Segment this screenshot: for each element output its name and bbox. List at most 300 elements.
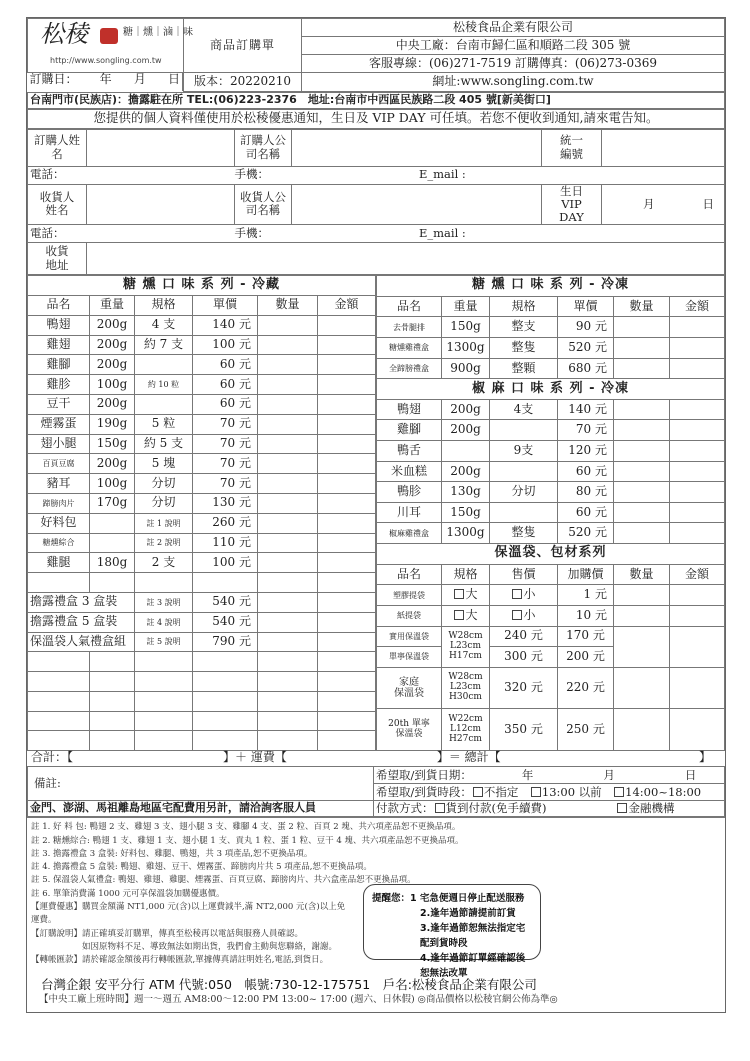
- amount-input[interactable]: [258, 672, 318, 692]
- product-spec: 整隻: [490, 337, 558, 358]
- amount-input[interactable]: [318, 355, 376, 375]
- amount-input[interactable]: [670, 337, 725, 358]
- quantity-input[interactable]: [258, 315, 318, 335]
- amount-input[interactable]: [258, 711, 318, 731]
- unit-price: 90 元: [558, 317, 614, 338]
- amount-input[interactable]: [318, 394, 376, 414]
- product-row: [28, 335, 376, 355]
- amount-input[interactable]: [318, 315, 376, 335]
- product-row: [377, 317, 725, 338]
- amount-input[interactable]: [318, 691, 376, 711]
- product-row: [28, 513, 376, 533]
- amount-input[interactable]: [670, 605, 725, 626]
- column-header: 規格: [490, 296, 558, 317]
- time-14-18-checkbox[interactable]: 14:00~18:00: [613, 785, 701, 799]
- header-table: [27, 18, 725, 92]
- product-name: 鴨翅: [377, 399, 442, 420]
- quantity-input[interactable]: [258, 533, 318, 553]
- page-title: 商品訂購單: [184, 19, 302, 73]
- quantity-input[interactable]: [614, 337, 670, 358]
- blank-cell: [135, 652, 193, 672]
- product-name: 鴨舌: [377, 441, 442, 462]
- amount-input[interactable]: [318, 632, 376, 652]
- bank-account-info: 台灣企銀 安平分行 ATM 代號:050 帳號:730-12-175751 戶名:松稜食品企業有限公司: [41, 976, 537, 992]
- amount-input[interactable]: [258, 731, 318, 751]
- email-label: E_mail :: [419, 226, 466, 241]
- product-row: [377, 337, 725, 358]
- bag-spec: W28cm L23cm H30cm: [442, 667, 490, 709]
- remarks-table: [27, 766, 725, 817]
- product-spec: 分切: [135, 474, 193, 494]
- amount-input[interactable]: [670, 317, 725, 338]
- quantity-input[interactable]: [258, 592, 318, 612]
- unit-price: 70 元: [193, 434, 258, 454]
- amount-input[interactable]: [318, 592, 376, 612]
- size-small-checkbox[interactable]: 小: [490, 585, 558, 606]
- blank-cell: [193, 573, 258, 593]
- product-weight: 200g: [442, 461, 490, 482]
- amount-input[interactable]: [318, 612, 376, 632]
- amount-input[interactable]: [318, 454, 376, 474]
- column-header: 金額: [670, 296, 725, 317]
- amount-input[interactable]: [258, 691, 318, 711]
- amount-input[interactable]: [670, 482, 725, 503]
- product-spec: 2 支: [135, 553, 193, 573]
- quantity-input[interactable]: [258, 612, 318, 632]
- amount-input[interactable]: [318, 573, 376, 593]
- add-on-price: 10 元: [558, 605, 614, 626]
- blank-cell: [193, 711, 258, 731]
- product-name: 蹄膀肉片: [28, 493, 90, 513]
- note-line: 如因原物料不足、導致無法如期出貨，我們會主動與您聯絡，謝謝。: [31, 941, 338, 952]
- orderer-contact-row[interactable]: [28, 166, 725, 184]
- order-date-field[interactable]: [28, 73, 184, 91]
- product-weight: [90, 533, 135, 553]
- quantity-input[interactable]: [258, 414, 318, 434]
- quantity-input[interactable]: [614, 626, 670, 667]
- amount-input[interactable]: [670, 667, 725, 709]
- tax-id-label: 統一編號: [542, 129, 602, 166]
- blank-cell: [193, 672, 258, 692]
- order-date-label: 訂購日：: [29, 72, 78, 86]
- product-row: [28, 394, 376, 414]
- receiver-name-input[interactable]: [87, 184, 235, 225]
- amount-input[interactable]: [670, 502, 725, 523]
- product-name: 米血糕: [377, 461, 442, 482]
- blank-row: [28, 573, 376, 593]
- product-name: 糖燻雞禮盒: [377, 337, 442, 358]
- product-name: 塑膠提袋: [377, 585, 442, 606]
- product-weight: 900g: [442, 358, 490, 379]
- column-header: 規格: [135, 295, 193, 315]
- amount-input[interactable]: [670, 709, 725, 751]
- note-line: 註 2. 糖燻綜合: 鴨翅 1 支、雞翅 1 支、翅小腿 1 支、貢丸 1 粒、蛋 1 粒、豆干 4 塊、共六項產品恕不更換品項。: [31, 835, 464, 846]
- column-header: 金額: [670, 564, 725, 585]
- product-weight: 150g: [90, 434, 135, 454]
- website-link[interactable]: 網址:www.songling.com.tw: [302, 73, 725, 92]
- mobile-label: 手機：: [234, 167, 269, 182]
- product-row: [377, 482, 725, 503]
- note-line: 註 4. 擔露禮盒 5 盒裝: 鴨翅、雞翅、豆干、煙霧蛋、蹄膀肉片共 5 項產品,恕不更換品項。: [31, 862, 372, 873]
- amount-input[interactable]: [318, 731, 376, 751]
- note-line: 註 6. 單筆消費滿 1000 元可享保溫袋加購優惠價。: [31, 888, 225, 899]
- column-header: 品名: [377, 564, 442, 585]
- product-name: 川耳: [377, 502, 442, 523]
- amount-input[interactable]: [670, 358, 725, 379]
- quantity-input[interactable]: [614, 523, 670, 544]
- product-row: [377, 461, 725, 482]
- blank-cell: [135, 691, 193, 711]
- factory-address: 中央工廠：台南市歸仁區和順路二段 305 號: [302, 37, 725, 55]
- order-form: [26, 17, 726, 1013]
- column-header: 單價: [558, 296, 614, 317]
- blank-cell: [193, 731, 258, 751]
- product-weight: 180g: [90, 553, 135, 573]
- product-name: 單寧保溫袋: [377, 647, 442, 668]
- day-label: 日: [167, 72, 180, 86]
- quantity-input[interactable]: [614, 667, 670, 709]
- product-name: 煙霧蛋: [28, 414, 90, 434]
- amount-input[interactable]: [258, 573, 318, 593]
- refrigerated-product-table: [27, 275, 376, 751]
- product-spec: 約 5 支: [135, 434, 193, 454]
- column-header: 金額: [318, 295, 376, 315]
- birthday-label: 生日 VIP DAY: [542, 184, 602, 225]
- receiver-name-label: 收貨人姓名: [28, 184, 87, 225]
- product-weight: 190g: [90, 414, 135, 434]
- pay-cod-checkbox[interactable]: 貨到付款(免手續費): [434, 801, 547, 815]
- quantity-input[interactable]: [614, 358, 670, 379]
- email-label: E_mail :: [419, 167, 466, 182]
- product-name: 翅小腿: [28, 434, 90, 454]
- receiver-company-label: 收貨人公司名稱: [235, 184, 292, 225]
- quantity-input[interactable]: [258, 335, 318, 355]
- unit-price: 70 元: [193, 414, 258, 434]
- product-name: 百頁豆腐: [28, 454, 90, 474]
- quantity-input[interactable]: [258, 375, 318, 395]
- quantity-input[interactable]: [258, 513, 318, 533]
- product-spec: 註 3 說明: [135, 592, 193, 612]
- column-header: 品名: [28, 295, 90, 315]
- time-any-checkbox[interactable]: 不指定: [472, 785, 519, 799]
- unit-price: 60 元: [193, 375, 258, 395]
- blank-row: [28, 652, 376, 672]
- quantity-input[interactable]: [258, 355, 318, 375]
- column-header: 加購價: [558, 564, 614, 585]
- amount-input[interactable]: [318, 375, 376, 395]
- quantity-input[interactable]: [614, 709, 670, 751]
- price: 240 元: [490, 626, 558, 647]
- blank-cell: [28, 672, 90, 692]
- product-row: [377, 358, 725, 379]
- amount-input[interactable]: [318, 493, 376, 513]
- product-weight: 200g: [90, 355, 135, 375]
- unit-price: 680 元: [558, 358, 614, 379]
- product-weight: 100g: [90, 474, 135, 494]
- receiver-company-input[interactable]: [292, 184, 542, 225]
- month-label: 月: [133, 72, 146, 86]
- product-weight: 150g: [442, 317, 490, 338]
- subtotal-label: 合計：【: [31, 750, 74, 765]
- quantity-input[interactable]: [258, 474, 318, 494]
- orderer-company-input[interactable]: [292, 129, 542, 166]
- office-hours: 【中央工廠上班時間】週一～週五 AM8:00～12:00 PM 13:00~ 17:00 (週六、日休假) ◎商品價格以松稜官網公佈為準◎: [39, 993, 558, 1005]
- product-name: 鴨翅: [28, 315, 90, 335]
- blank-cell: [90, 731, 135, 751]
- amount-input[interactable]: [318, 672, 376, 692]
- product-weight: 200g: [90, 454, 135, 474]
- section-title: 椒 麻 口 味 系 列 - 冷凍: [377, 379, 725, 400]
- delivery-date-field[interactable]: 希望取/到貨日期： 年 月 日: [374, 767, 725, 784]
- unit-price: 120 元: [558, 441, 614, 462]
- column-header: 重量: [442, 296, 490, 317]
- note-line: 【訂購說明】請正確填妥訂購單，傳真至松稜再以電話與服務人員確認。: [31, 928, 304, 939]
- contact-numbers: 客服專線：(06)271-7519 訂購傳真：(06)273-0369: [302, 55, 725, 73]
- unit-price: 60 元: [193, 394, 258, 414]
- product-row: [28, 493, 376, 513]
- size-large-checkbox[interactable]: 大: [442, 585, 490, 606]
- product-spec: 4支: [490, 399, 558, 420]
- add-on-price: 220 元: [558, 667, 614, 709]
- product-row: [28, 434, 376, 454]
- bag-spec: W28cm L23cm H17cm: [442, 626, 490, 667]
- amount-input[interactable]: [318, 513, 376, 533]
- product-row: [377, 502, 725, 523]
- quantity-input[interactable]: [258, 553, 318, 573]
- product-name: 20th 單寧 保溫袋: [377, 709, 442, 751]
- day-label: 日: [702, 196, 714, 211]
- product-spec: [490, 502, 558, 523]
- product-spec: 約 7 支: [135, 335, 193, 355]
- column-header: 品名: [377, 296, 442, 317]
- note-line: 註 3. 擔露禮盒 3 盒裝: 好料包、雞腿、鴨翅，共 3 項產品,恕不更換品項。: [31, 848, 313, 859]
- amount-input[interactable]: [670, 420, 725, 441]
- product-row: [377, 399, 725, 420]
- product-weight: 1300g: [442, 523, 490, 544]
- brand-seal-icon: [100, 28, 118, 44]
- time-before-13-checkbox[interactable]: 13:00 以前: [530, 785, 602, 799]
- blank-row: [28, 691, 376, 711]
- product-name: 擔露禮盒 5 盒裝: [28, 612, 135, 632]
- product-row: [28, 355, 376, 375]
- amount-input[interactable]: [258, 652, 318, 672]
- product-spec: 約 10 粒: [135, 375, 193, 395]
- blank-cell: [193, 652, 258, 672]
- product-row: [377, 420, 725, 441]
- unit-price: 540 元: [193, 612, 258, 632]
- unit-price: 790 元: [193, 632, 258, 652]
- unit-price: 140 元: [193, 315, 258, 335]
- blank-cell: [135, 672, 193, 692]
- amount-input[interactable]: [318, 652, 376, 672]
- reminder-box: 提醒您：1 宅急便週日停止配送服務 2.逢年過節請提前訂貨 3.逢年過節恕無法指定宅配到貨時段 4.逢年過節訂單經確認後恕無法改單: [363, 884, 541, 960]
- size-large-checkbox[interactable]: 大: [442, 605, 490, 626]
- blank-cell: [193, 691, 258, 711]
- blank-row: [28, 731, 376, 751]
- mobile-label: 手機：: [234, 226, 269, 241]
- size-small-checkbox[interactable]: 小: [490, 605, 558, 626]
- product-spec: 整隻: [490, 523, 558, 544]
- month-label: 月: [643, 196, 655, 211]
- product-weight: 200g: [442, 420, 490, 441]
- unit-price: 100 元: [193, 553, 258, 573]
- product-name: 雞腳: [28, 355, 90, 375]
- product-spec: [135, 355, 193, 375]
- version: 版本：20220210: [184, 73, 302, 92]
- blank-cell: [135, 731, 193, 751]
- product-name: 豆干: [28, 394, 90, 414]
- orderer-name-input[interactable]: [87, 129, 235, 166]
- quantity-input[interactable]: [258, 394, 318, 414]
- unit-price: 60 元: [558, 461, 614, 482]
- product-row: [28, 454, 376, 474]
- product-name: 雞腳: [377, 420, 442, 441]
- blank-cell: [90, 691, 135, 711]
- product-spec: 5 塊: [135, 454, 193, 474]
- product-spec: 分切: [490, 482, 558, 503]
- gift-row: [28, 592, 376, 612]
- product-weight: 200g: [442, 399, 490, 420]
- product-name: 好料包: [28, 513, 90, 533]
- address-input[interactable]: [87, 243, 725, 275]
- product-row: [28, 533, 376, 553]
- section-title: 糖 燻 口 味 系 列 - 冷凍: [377, 276, 725, 297]
- unit-price: 140 元: [558, 399, 614, 420]
- blank-cell: [90, 652, 135, 672]
- tax-id-input[interactable]: [602, 129, 725, 166]
- receiver-contact-row[interactable]: [28, 225, 725, 243]
- blank-cell: [90, 573, 135, 593]
- unit-price: 520 元: [558, 337, 614, 358]
- total-label: 】＝ 總計【: [436, 750, 501, 765]
- amount-input[interactable]: [318, 434, 376, 454]
- phone-label: 電話：: [30, 167, 65, 182]
- price: 320 元: [490, 667, 558, 709]
- unit-price: 110 元: [193, 533, 258, 553]
- quantity-input[interactable]: [614, 420, 670, 441]
- birthday-input[interactable]: [602, 184, 725, 225]
- blank-cell: [28, 652, 90, 672]
- quantity-input[interactable]: [614, 502, 670, 523]
- amount-input[interactable]: [670, 399, 725, 420]
- column-header: 單價: [193, 295, 258, 315]
- quantity-input[interactable]: [614, 399, 670, 420]
- unit-price: 100 元: [193, 335, 258, 355]
- section-title: 保溫袋、包材系列: [377, 544, 725, 565]
- product-row: [377, 441, 725, 462]
- amount-input[interactable]: [670, 441, 725, 462]
- amount-input[interactable]: [318, 553, 376, 573]
- product-row: [28, 315, 376, 335]
- product-spec: 4 支: [135, 315, 193, 335]
- column-header: 重量: [90, 295, 135, 315]
- quantity-input[interactable]: [614, 605, 670, 626]
- product-name: 椒麻雞禮盒: [377, 523, 442, 544]
- product-weight: 200g: [90, 394, 135, 414]
- product-row: [28, 474, 376, 494]
- amount-input[interactable]: [318, 711, 376, 731]
- section-title: 糖 燻 口 味 系 列 - 冷藏: [28, 276, 376, 296]
- note-line: 【運費優惠】購買金額滿 NT1,000 元(含)以上運費減半,滿 NT2,000 元(含)以上免運費。: [31, 902, 346, 926]
- quantity-input[interactable]: [258, 493, 318, 513]
- blank-cell: [90, 672, 135, 692]
- column-header: 數量: [614, 564, 670, 585]
- product-spec: 5 粒: [135, 414, 193, 434]
- quantity-input[interactable]: [614, 482, 670, 503]
- product-spec: 註 2 說明: [135, 533, 193, 553]
- amount-input[interactable]: [670, 461, 725, 482]
- brand-url: http://www.songling.com.tw: [50, 56, 162, 65]
- amount-input[interactable]: [318, 335, 376, 355]
- island-shipping-notice: 金門、澎湖、馬祖離島地區宅配費用另計，請洽詢客服人員: [28, 801, 374, 817]
- blank-cell: [90, 711, 135, 731]
- amount-input[interactable]: [670, 523, 725, 544]
- blank-row: [28, 711, 376, 731]
- column-header: 售價: [490, 564, 558, 585]
- payment-options: 付款方式： 貨到付款(免手續費) 金融機構: [374, 801, 725, 817]
- remarks-field[interactable]: 備註:: [28, 767, 374, 801]
- pay-bank-checkbox[interactable]: 金融機構: [616, 801, 674, 815]
- shipping-label: 】＋ 運費【: [223, 750, 287, 765]
- quantity-input[interactable]: [614, 441, 670, 462]
- quantity-input[interactable]: [258, 434, 318, 454]
- product-name: 實用保溫袋: [377, 626, 442, 647]
- product-name: 雞胗: [28, 375, 90, 395]
- total-close: 】: [698, 750, 711, 765]
- product-spec: [135, 394, 193, 414]
- product-row: [28, 375, 376, 395]
- quantity-input[interactable]: [614, 461, 670, 482]
- column-header: 規格: [442, 564, 490, 585]
- gift-row: [28, 612, 376, 632]
- unit-price: 540 元: [193, 592, 258, 612]
- add-on-price: 170 元: [558, 626, 614, 647]
- quantity-input[interactable]: [258, 632, 318, 652]
- column-header: 數量: [614, 296, 670, 317]
- blank-cell: [28, 573, 90, 593]
- product-row: [28, 414, 376, 434]
- amount-input[interactable]: [318, 533, 376, 553]
- brand-tagline: 糖｜燻｜滷｜味: [123, 27, 193, 38]
- unit-price: 70 元: [193, 474, 258, 494]
- amount-input[interactable]: [318, 414, 376, 434]
- company-name: 松稜食品企業有限公司: [302, 19, 725, 37]
- address-label: 收貨地址: [28, 243, 87, 275]
- product-name: 雞翅: [28, 335, 90, 355]
- amount-input[interactable]: [670, 626, 725, 667]
- product-name: 保溫袋人氣禮盒組: [28, 632, 135, 652]
- product-row: [377, 523, 725, 544]
- customer-info: [27, 129, 725, 276]
- year-label: 年: [99, 72, 112, 86]
- quantity-input[interactable]: [614, 585, 670, 606]
- product-weight: 200g: [90, 335, 135, 355]
- unit-price: 130 元: [193, 493, 258, 513]
- product-spec: [490, 420, 558, 441]
- delivery-time-options: 希望取/到貨時段： 不指定 13:00 以前 14:00~18:00: [374, 784, 725, 801]
- store-info: 台南門市(民族店)：擔露駐在所 TEL:(06)223-2376 地址:台南市中西區民族路二段 405 號[新美街口]: [28, 92, 725, 108]
- amount-input[interactable]: [318, 474, 376, 494]
- unit-price: 60 元: [558, 502, 614, 523]
- product-weight: [90, 513, 135, 533]
- unit-price: 260 元: [193, 513, 258, 533]
- quantity-input[interactable]: [614, 317, 670, 338]
- blank-cell: [135, 573, 193, 593]
- price: 350 元: [490, 709, 558, 751]
- amount-input[interactable]: [670, 585, 725, 606]
- unit-price: 80 元: [558, 482, 614, 503]
- quantity-input[interactable]: [258, 454, 318, 474]
